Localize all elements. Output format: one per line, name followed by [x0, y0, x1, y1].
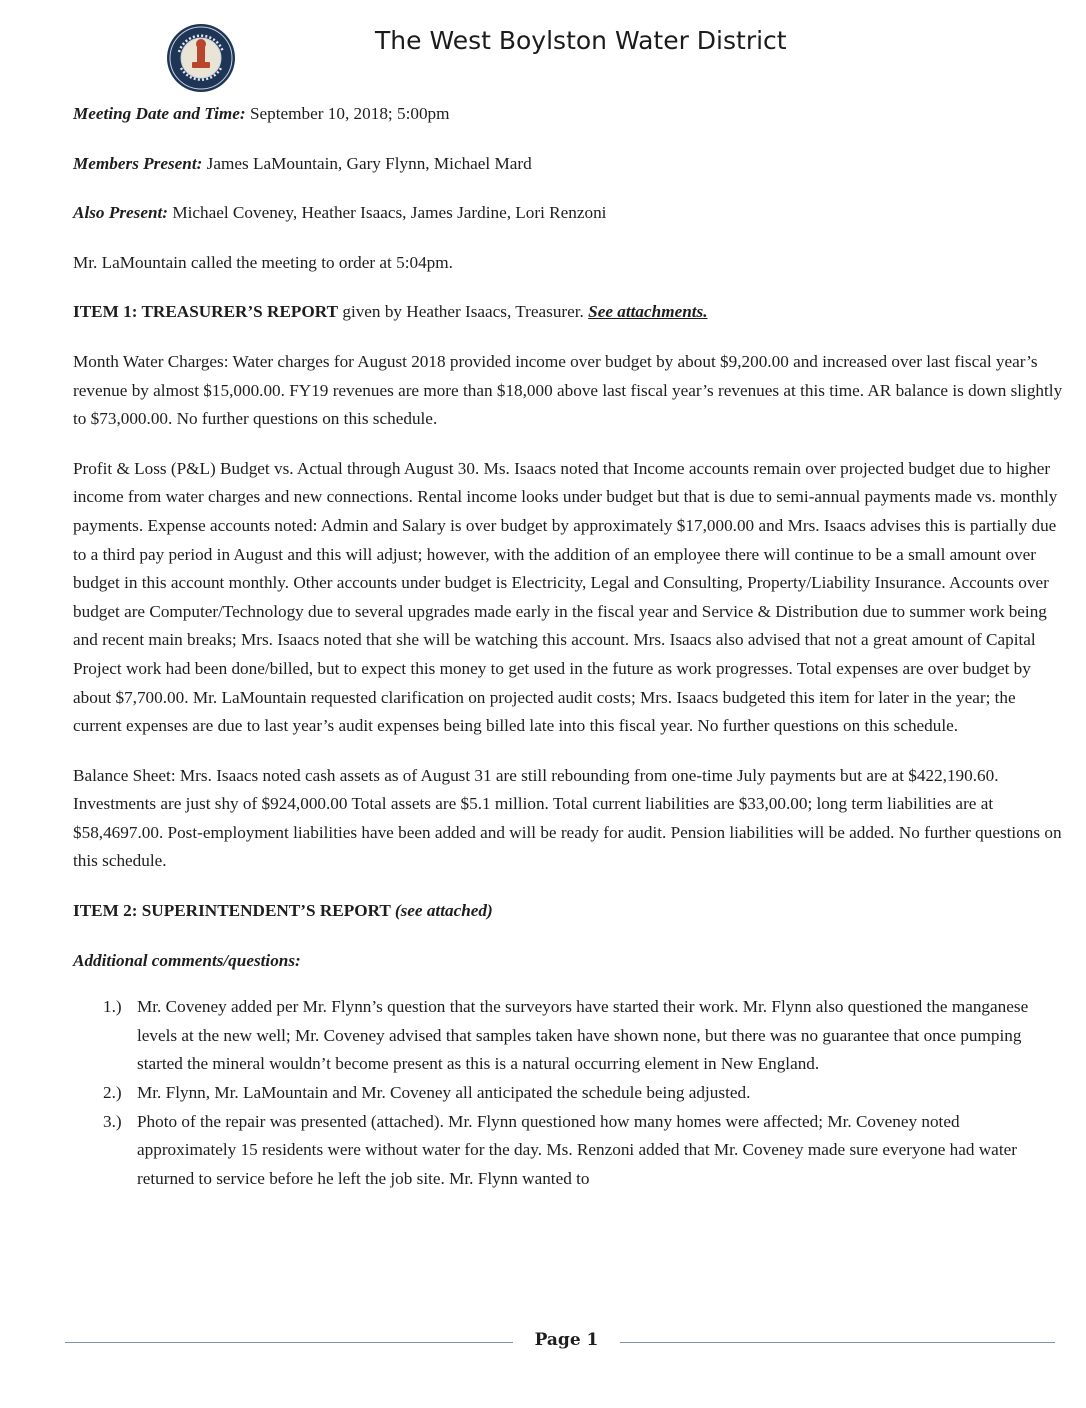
item2-heading-line	[73, 897, 1063, 926]
balance-sheet-paragraph: Balance Sheet: Mrs. Isaacs noted cash assets as of August 31 are still rebounding from one-time July payments but are at $422,190.60. Investments are just shy of $924,000.00 Total assets are $5.1 million. Total current liabilities are $33,00.00; long term liabilities are at $58,4697.00. Post-employment liabilities have been added and will be ready for audit. Pension liabilities will be added. No further questions on this schedule.	[73, 765, 1062, 871]
members-present-label: Members Present:	[73, 153, 203, 173]
district-seal-logo	[165, 22, 237, 94]
page-footer	[65, 1328, 1055, 1358]
members-present-line	[73, 150, 1063, 179]
list-item-text: Mr. Flynn, Mr. LaMountain and Mr. Coveney all anticipated the schedule being adjusted.	[137, 1083, 751, 1103]
item1-given-by: given by Heather Isaacs, Treasurer.	[338, 302, 589, 322]
call-to-order: Mr. LaMountain called the meeting to order at 5:04pm.	[73, 252, 453, 272]
also-present-value: Michael Coveney, Heather Isaacs, James Jardine, Lori Renzoni	[168, 203, 607, 223]
letterhead	[165, 18, 965, 88]
item2-see-attached: (see attached)	[394, 901, 493, 921]
minutes-body	[73, 100, 1063, 1193]
organization-title: The West Boylston Water District	[375, 26, 787, 55]
meeting-date-value: September 10, 2018; 5:00pm	[245, 104, 450, 123]
footer-rule-left	[65, 1342, 513, 1343]
list-item-text: Mr. Coveney added per Mr. Flynn’s question that the surveyors have started their work. Mr. Flynn also questioned the manganese levels at the new well; Mr. Coveney advised that samples taken have shown none, but there was no guarantee that once pumping started the mineral wouldn’t become present as this is a natural occurring element in New England.	[137, 997, 1029, 1074]
list-item-number: 3.)	[103, 1111, 122, 1131]
also-present-line	[73, 199, 1063, 228]
list-item-number: 2.)	[103, 1083, 122, 1103]
comments-list	[73, 993, 1063, 1193]
water-charges-paragraph: Month Water Charges: Water charges for August 2018 provided income over budget by about $9,200.00 and increased over last fiscal year’s revenue by almost $15,000.00. FY19 revenues are more than $18,000 above last fiscal year’s revenues at this time. AR balance is down slightly to $73,000.00. No further questions on this schedule.	[73, 351, 1063, 429]
item2-heading: ITEM 2: SUPERINTENDENT’S REPORT	[73, 901, 395, 921]
footer-rule-right	[620, 1342, 1055, 1343]
item1-heading-line	[73, 298, 1063, 327]
list-item	[73, 993, 1063, 1079]
list-item-text: Photo of the repair was presented (attached). Mr. Flynn questioned how many homes were affected; Mr. Coveney noted approximately 15 residents were without water for the day. Ms. Renzoni added that Mr. Coveney made sure everyone had water returned to service before he left the job site. Mr. Flynn wanted to	[137, 1111, 1017, 1188]
see-attachments-link[interactable]: See attachments.	[588, 302, 708, 322]
item1-heading: ITEM 1: TREASURER’S REPORT	[73, 302, 339, 322]
members-present-value: James LaMountain, Gary Flynn, Michael Mard	[202, 153, 532, 173]
list-item	[73, 1108, 1063, 1194]
profit-loss-paragraph: Profit & Loss (P&L) Budget vs. Actual through August 30. Ms. Isaacs noted that Income accounts remain over projected budget due to higher income from water charges and new connections. Rental income looks under budget but that is due to semi-annual payments made vs. monthly payments. Expense accounts noted: Admin and Salary is over budget by approximately $17,000.00 and Mrs. Isaacs advises this is partially due to a third pay period in August and this will adjust; however, with the addition of an employee there will continue to be a small amount over budget in this account monthly. Other accounts under budget is Electricity, Legal and Consulting, Property/Liability Insurance. Accounts over budget are Computer/Technology due to several upgrades made early in the fiscal year and Service & Distribution due to summer work being and recent main breaks; Mrs. Isaacs noted that she will be watching this account. Mrs. Isaacs also advised that not a great amount of Capital Project work had been done/billed, but to expect this money to get used in the future as work progresses. Total expenses are over budget by about $7,700.00. Mr. LaMountain requested clarification on projected audit costs; Mrs. Isaacs budgeted this item for later in the year; the current expenses are due to last year’s audit expenses being billed late into this fiscal year. No further questions on this schedule.	[73, 458, 1058, 736]
additional-comments-heading: Additional comments/questions:	[73, 950, 301, 970]
page-number: Page 1	[534, 1330, 599, 1350]
list-item-number: 1.)	[103, 997, 122, 1017]
meeting-date-label: Meeting Date and Time:	[73, 104, 246, 123]
also-present-label: Also Present:	[73, 203, 169, 223]
meeting-date-line	[73, 100, 1063, 129]
list-item	[73, 1079, 1063, 1108]
